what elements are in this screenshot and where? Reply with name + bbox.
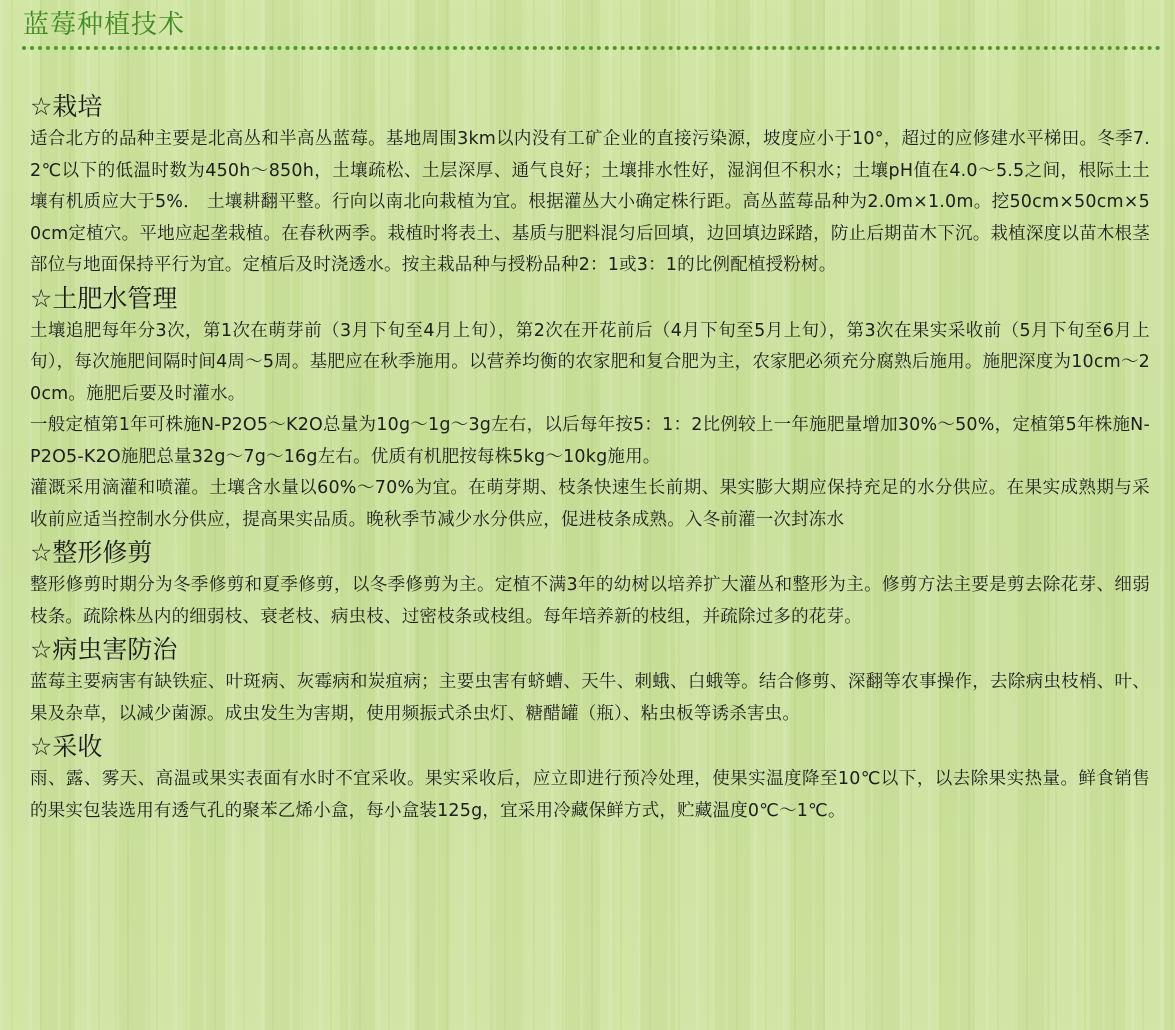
section-paragraph: 雨、露、雾天、高温或果实表面有水时不宜采收。果实采收后，应立即进行预冷处理，使果实温度降至10℃以下，以去除果实热量。鲜食销售的果实包装选用有透气孔的聚苯乙烯小盒，每小盒装125g，宜采用冷藏保鲜方式，贮藏温度0℃～1℃。 bbox=[30, 769, 1150, 821]
section-pruning bbox=[30, 536, 1150, 633]
section-paragraph: 适合北方的品种主要是北高丛和半高丛蓝莓。基地周围3km以内没有工矿企业的直接污染源，坡度应小于10°，超过的应修建水平梯田。冬季7.2℃以下的低温时数为450h～850h，土壤疏松、土层深厚、通气良好；土壤排水性好，湿润但不积水；土壤pH值在4.0～5.5之间，根际土土壤有机质应大于5%． 土壤耕翻平整。行向以南北向栽植为宜。根据灌丛大小确定株行距。高丛蓝莓品种为2.0m×1.0m。挖50cm×50cm×50cm定植穴。平地应起垄栽植。在春秋两季。栽植时将表土、基质与肥料混匀后回填，边回填边踩踏，防止后期苗木下沉。栽植深度以苗木根茎部位与地面保持平行为宜。定植后及时浇透水。按主栽品种与授粉品种2：1或3：1的比例配植授粉树。 bbox=[30, 129, 1150, 275]
section-paragraph: 灌溉采用滴灌和喷灌。土壤含水量以60%～70%为宜。在萌芽期、枝条快速生长前期、果实膨大期应保持充足的水分供应。在果实成熟期与采收前应适当控制水分供应，提高果实品质。晚秋季节减少水分供应，促进枝条成熟。入冬前灌一次封冻水 bbox=[30, 478, 1150, 530]
section-heading: ☆采收 bbox=[30, 732, 103, 761]
section-paragraph: 整形修剪时期分为冬季修剪和夏季修剪，以冬季修剪为主。定植不满3年的幼树以培养扩大灌丛和整形为主。修剪方法主要是剪去除花芽、细弱枝条。疏除株丛内的细弱枝、衰老枝、病虫枝、过密枝条或枝组。每年培养新的枝组，并疏除过多的花芽。 bbox=[30, 575, 1150, 627]
section-soil-fertilizer-water bbox=[30, 282, 1150, 537]
dotted-divider bbox=[22, 46, 1161, 50]
section-cultivation bbox=[30, 90, 1150, 282]
section-paragraph: 土壤追肥每年分3次，第1次在萌芽前（3月下旬至4月上旬），第2次在开花前后（4月下旬至5月上旬），第3次在果实采收前（5月下旬至6月上旬），每次施肥间隔时间4周～5周。基肥应在秋季施用。以营养均衡的农家肥和复合肥为主，农家肥必须充分腐熟后施用。施肥深度为10cm～20cm。施肥后要及时灌水。 bbox=[30, 320, 1150, 404]
section-harvest bbox=[30, 730, 1150, 827]
section-heading: ☆栽培 bbox=[30, 92, 103, 121]
section-paragraph: 一般定植第1年可株施N-P2O5～K2O总量为10g～1g～3g左右，以后每年按5：1：2比例较上一年施肥量增加30%～50%，定植第5年株施N-P2O5-K2O施肥总量32g～7g～16g左右。优质有机肥按每株5kg～10kg施用。 bbox=[30, 415, 1150, 467]
section-heading: ☆土肥水管理 bbox=[30, 283, 178, 313]
section-paragraph: 蓝莓主要病害有缺铁症、叶斑病、灰霉病和炭疽病；主要虫害有蛴螬、天牛、刺蛾、白蛾等。结合修剪、深翻等农事操作，去除病虫枝梢、叶、果及杂草，以减少菌源。成虫发生为害期，使用频振式杀虫灯、糖醋罐（瓶）、粘虫板等诱杀害虫。 bbox=[30, 672, 1150, 724]
section-heading: ☆整形修剪 bbox=[30, 538, 153, 567]
section-heading: ☆病虫害防治 bbox=[30, 635, 178, 664]
section-pest-control bbox=[30, 633, 1150, 730]
page-title: 蓝莓种植技术 bbox=[23, 10, 186, 40]
article-body bbox=[30, 90, 1150, 827]
